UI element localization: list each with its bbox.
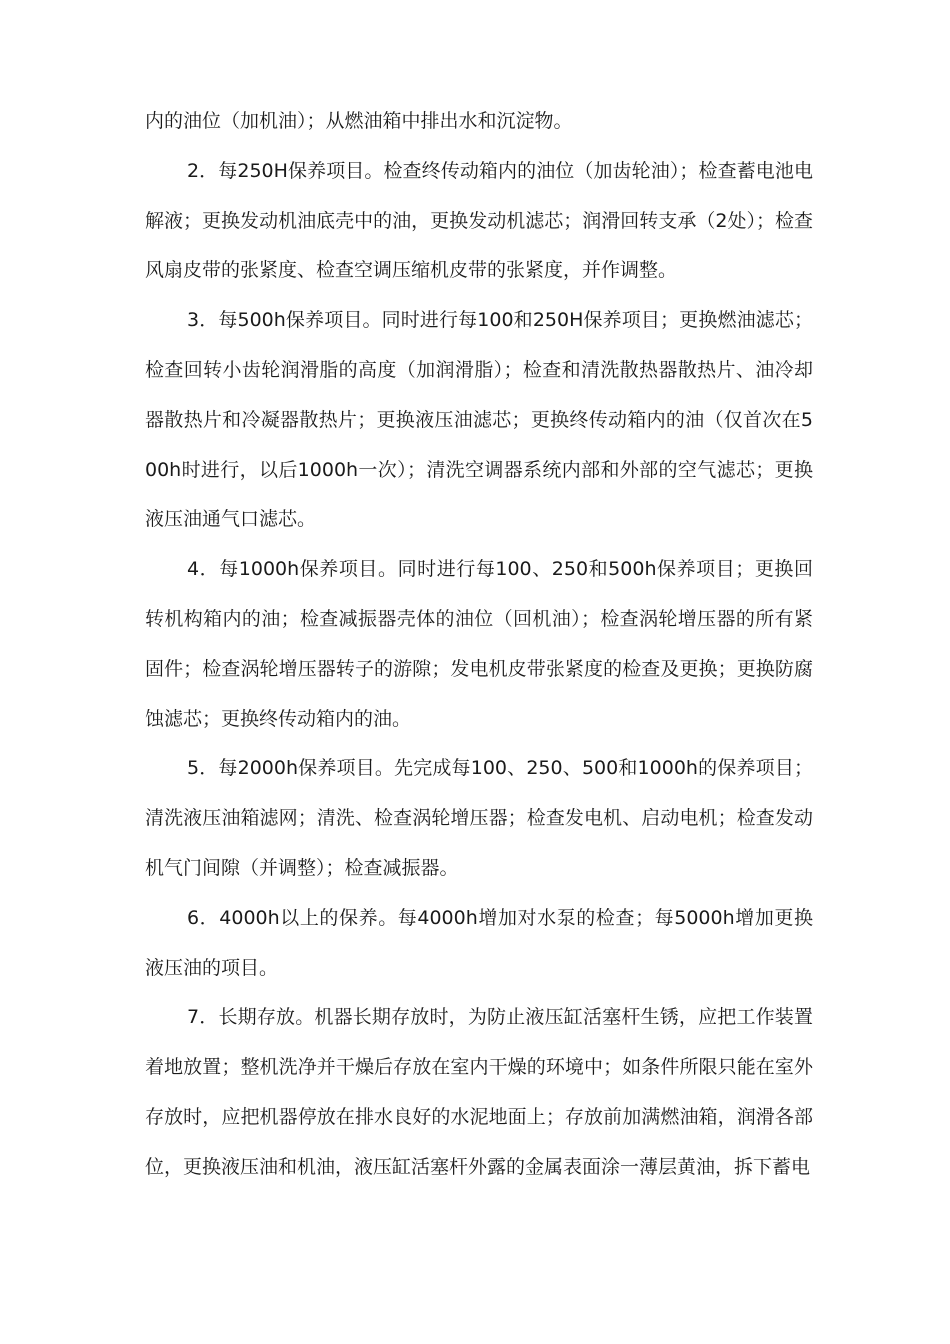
paragraph-3: 3．每500h保养项目。同时进行每100和250H保养项目；更换燃油滤芯；检查回转小齿轮润滑脂的高度（加润滑脂）；检查和清洗散热器散热片、油冷却器散热片和冷凝器散热片；更换液压油滤芯；更换终传动箱内的油（仅首次在500h时进行，以后1000h一次）；清洗空调器系统内部和外部的空气滤芯；更换液压油通气口滤芯。 bbox=[145, 309, 813, 531]
paragraph-5: 5．每2000h保养项目。先完成每100、250、500和1000h的保养项目；清洗液压油箱滤网；清洗、检查涡轮增压器；检查发电机、启动电机；检查发动机气门间隙（并调整）；检查减振器。 bbox=[145, 757, 813, 879]
paragraph-2: 2．每250H保养项目。检查终传动箱内的油位（加齿轮油）；检查蓄电池电解液；更换发动机油底壳中的油，更换发动机滤芯；润滑回转支承（2处）；检查风扇皮带的张紧度、检查空调压缩机皮带的张紧度，并作调整。 bbox=[145, 159, 813, 282]
paragraph-7: 7．长期存放。机器长期存放时，为防止液压缸活塞杆生锈，应把工作装置着地放置；整机洗净并干燥后存放在室内干燥的环境中；如条件所限只能在室外存放时，应把机器停放在排水良好的水泥地面上；存放前加满燃油箱，润滑各部位，更换液压油和机油，液压缸活塞杆外露的金属表面涂一薄层黄油，拆下蓄电 bbox=[145, 1006, 813, 1178]
paragraph-4: 4．每1000h保养项目。同时进行每100、250和500h保养项目；更换回转机构箱内的油；检查减振器壳体的油位（回机油）；检查涡轮增压器的所有紧固件；检查涡轮增压器转子的游隙；发电机皮带张紧度的检查及更换；更换防腐蚀滤芯；更换终传动箱内的油。 bbox=[145, 558, 813, 730]
document-body bbox=[145, 97, 813, 1193]
paragraph-1: 内的油位（加机油）；从燃油箱中排出水和沉淀物。 bbox=[145, 110, 573, 132]
paragraph-6: 6．4000h以上的保养。每4000h增加对水泵的检查；每5000h增加更换液压油的项目。 bbox=[145, 906, 813, 979]
